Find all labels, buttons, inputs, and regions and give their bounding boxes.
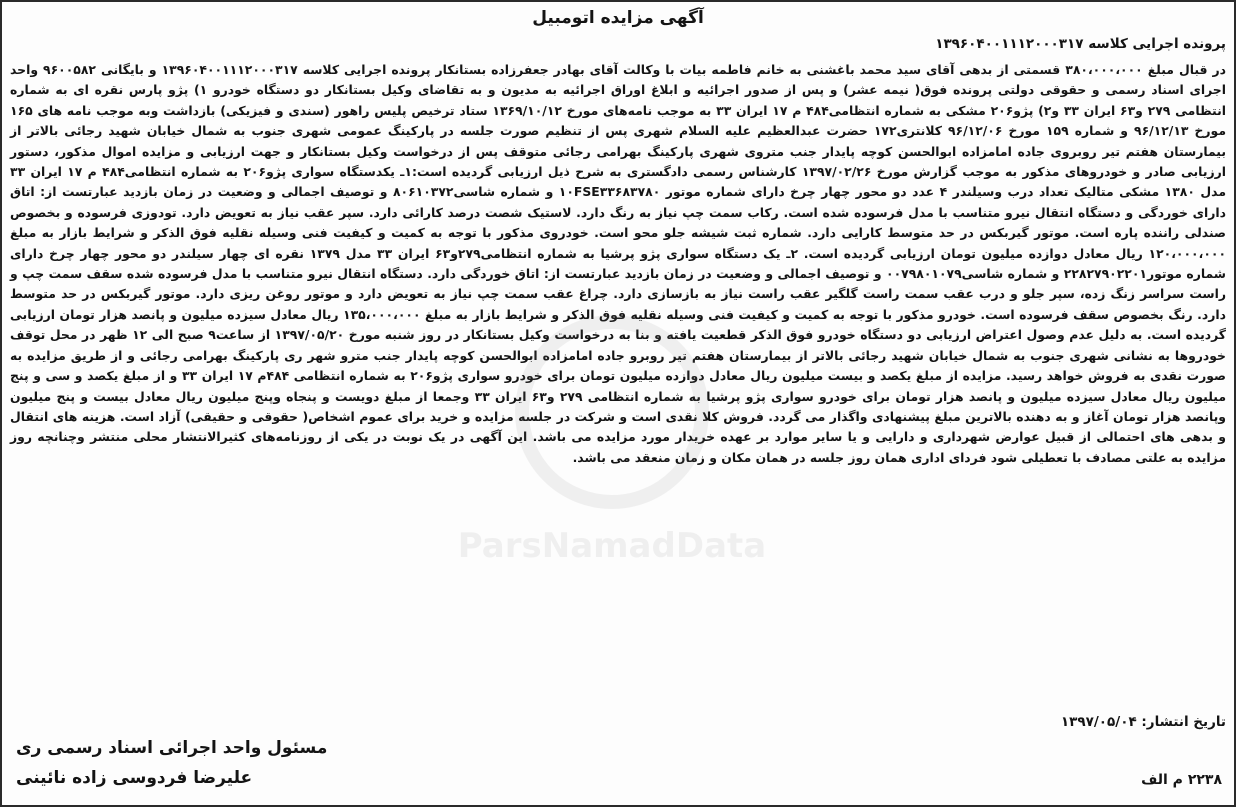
- watermark-text: ParsNamadData: [457, 526, 767, 566]
- notice-body: در قبال مبلغ ۳۸۰،۰۰۰،۰۰۰ قسمتی از بدهی آقای سید محمد باغشنی به خانم فاطمه بیات با وکالت آقای بهادر جعفرزاده بستانکار پرونده اجرایی کلاسه ۱۳۹۶۰۴۰۰۱۱۱۲۰۰۰۳۱۷ و بایگانی ۹۶۰۰۵۸۲ واحد اجرای اسناد رسمی و حقوقی دولتی پرونده فوق( نیمه عشر) و پس از صدور اجرائیه و ابلاغ اوراق اجرائیه به مدیون و به تقاضای وکیل بستانکار دو دستگاه خودرو ۱) پژو پارس نقره ای به شماره انتظامی ۲۷۹ و۶۳ ایران ۳۳ و۲) پژو۲۰۶ مشکی به شماره انتظامی۴۸۴ م ۱۷ ایران ۳۳ به موجب نامه‌های مورخ ۱۳۶۹/۱۰/۱۲ ستاد ترخیص پلیس راهور (سندی و فیزیکی) بازداشت وبه موجب نامه های ۱۶۵ مورخ ۹۶/۱۲/۱۳ و شماره ۱۵۹ مورخ ۹۶/۱۲/۰۶ کلانتری۱۷۲ حضرت عبدالعظیم علیه السلام شهری پس از تنظیم صورت جلسه در پارکینگ عمومی شهری جنوب به شمال خیابان شهید رجائی بالاتر از بیمارستان هفتم تیر روبروی جاده امامزاده ابوالحسن کوچه پایدار جنب متروی شهری پارکینگ بهرامی رجائی متوقف پس از درخواست وکیل بستانکار و جهت ارزیابی و مزایده اموال مذکور، دستور ارزیابی صادر و خودروهای مذکور به موجب گزارش مورخ ۱۳۹۷/۰۲/۲۶ کارشناس رسمی دادگستری به شرح ذیل ارزیابی گردیده است:۱ـ یکدستگاه سواری پژو۲۰۶ به شماره انتظامی۴۸۴ م ۱۷ ایران ۳۳ مدل ۱۳۸۰ مشکی متالیک تعداد درب وسیلندر ۴ عدد دو محور چهار چرخ دارای شماره موتور ۱۰FSE۳۳۶۸۳۷۸۰ و شماره شاسی۸۰۶۱۰۳۷۲ و توصیف اجمالی و وضعیت در زمان بازدید عبارتست از: اتاق دارای خوردگی و دستگاه انتقال نیرو متناسب با مدل فرسوده شده است. رکاب سمت چپ نیاز به رنگ دارد. لاستیک شصت درصد کارائی دارد. سپر عقب نیاز به تعویض دارد. تودوزی فرسوده و بخصوص صندلی راننده پاره است. موتور گیربکس در حد متوسط کارایی دارد. شماره ثبت شیشه جلو محو است. خودروی مذکور با توجه به کمیت و کیفیت فنی وسیله نقلیه فوق الذکر و شرایط بازار به مبلغ ۱۲۰،۰۰۰،۰۰۰ ریال معادل دوازده میلیون تومان ارزیابی گردیده است. ۲ـ یک دستگاه سواری پژو پرشیا به شماره انتظامی۲۷۹و۶۳ ایران ۳۳ مدل ۱۳۷۹ نقره ای چهار سیلندر دو محور چهار چرخ دارای شماره موتور۲۲۸۲۷۹۰۲۲۰۱ و شماره شاسی۰۰۷۹۸۰۱۰۷۹ و توصیف اجمالی و وضعیت در زمان بازدید عبارتست از: اتاق خوردگی دارد. دستگاه انتقال نیرو متناسب با مدل فرسوده شده سقف سمت چپ و راست سراسر زنگ زده، سپر جلو و درب عقب سمت راست گلگیر عقب راست نیاز به بازسازی دارد. چراغ عقب سمت چپ نیاز به تعویض دارد و موتور روغن ریزی دارد. موتور گیربکس در حد متوسط دارد. رنگ بخصوص سقف فرسوده است. خودرو مذکور با توجه به کمیت و کیفیت فنی وسیله نقلیه فوق الذکر و شرایط بازار به مبلغ ۱۳۵،۰۰۰،۰۰۰ ریال معادل سیزده میلیون و پانصد هزار تومان ارزیابی گردیده است. به دلیل عدم وصول اعتراض ارزیابی دو دستگاه خودرو فوق الذکر قطعیت یافته و بنا به درخواست وکیل بستانکار در روز شنبه مورخ ۱۳۹۷/۰۵/۲۰ از ساعت۹ صبح الی ۱۲ ظهر در محل توقف خودروها به نشانی شهری جنوب به شمال خیابان شهید رجائی بالاتر از بیمارستان هفتم تیر روبرو جاده امامزاده ابوالحسن کوچه پایدار جنب مترو شهر ری پارکینگ بهرامی رجائی و از طریق مزایده به صورت نقدی به فروش خواهد رسید. مزایده از مبلغ یکصد و بیست میلیون ریال معادل دوازده میلیون تومان برای خودرو سواری پژو۲۰۶ به شماره انتظامی ۴۸۴م ۱۷ ایران ۳۳ و از مبلغ یکصد و سی و پنج میلیون ریال معادل سیزده میلیون و پانصد هزار تومان برای خودرو سواری پژو پرشیا به شماره انتظامی ۲۷۹ و۶۳ ایران ۳۳ وجمعا از مبلغ دویست و پنجاه وپنج میلیون ریال معادل بیست و پنج میلیون وپانصد هزار تومان آغاز و به دهنده بالاترین مبلغ پیشنهادی واگذار می گردد. فروش کلا نقدی است و شرکت در جلسه مزایده و خرید برای عموم اشخاص( حقوقی و حقیقی) آزاد است. هزینه های انتقال و بدهی های احتمالی از قبیل عوارض شهرداری و دارایی و یا سایر موارد بر عهده خریدار مورد مزایده می باشد. این آگهی در یک نوبت در یکی از روزنامه‌های کثیرالانتشار محلی منتشر وچنانچه روز مزایده به علتی مصادف با تعطیلی شود فردای اداری همان روز جلسه در همان مکان و زمان منعقد می باشد.: [10, 62, 1227, 465]
- case-number-line: پرونده اجرایی کلاسه ۱۳۹۶۰۴۰۰۱۱۱۲۰۰۰۳۱۷: [935, 36, 1226, 52]
- publication-date: تاریخ انتشار: ۱۳۹۷/۰۵/۰۴: [1060, 714, 1226, 730]
- official-title: مسئول واحد اجرائی اسناد رسمی ری: [16, 738, 328, 758]
- notice-code: ۲۲۳۸ م الف: [1141, 772, 1222, 788]
- notice-title: آگهی مزایده اتومبیل: [532, 8, 704, 28]
- official-name: علیرضا فردوسی زاده نائینی: [16, 768, 253, 788]
